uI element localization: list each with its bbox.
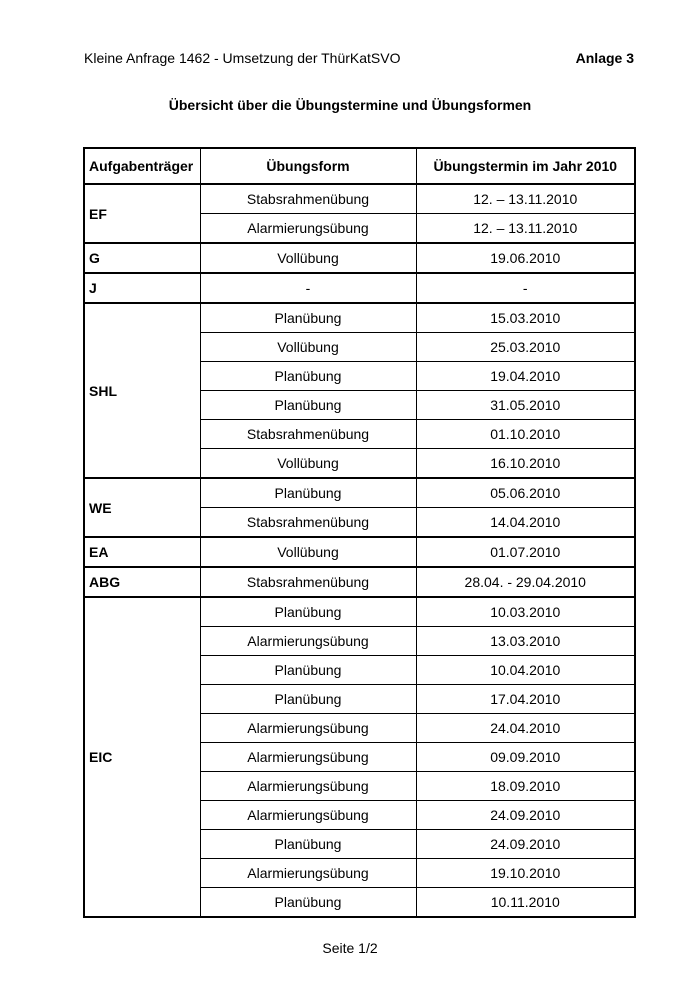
table-row [84, 243, 635, 273]
exercise-form-cell: Planübung [200, 391, 416, 420]
exercise-date-cell: 28.04. - 29.04.2010 [416, 567, 635, 597]
exercise-date-cell: 01.07.2010 [416, 537, 635, 567]
exercise-date-cell: 24.04.2010 [416, 714, 635, 743]
exercise-date-cell: 10.04.2010 [416, 656, 635, 685]
exercise-schedule-table [83, 147, 636, 918]
exercise-form-cell: Alarmierungsübung [200, 772, 416, 801]
exercise-form-cell: Planübung [200, 303, 416, 333]
exercise-form-cell: Alarmierungsübung [200, 801, 416, 830]
exercise-form-cell: Planübung [200, 478, 416, 508]
column-header-exercise-date: Übungstermin im Jahr 2010 [416, 148, 635, 184]
page-title: Übersicht über die Übungstermine und Übungsformen [168, 97, 532, 113]
table-row [84, 537, 635, 567]
exercise-date-cell: 19.06.2010 [416, 243, 635, 273]
owner-cell: SHL [84, 303, 200, 478]
exercise-date-cell: 24.09.2010 [416, 830, 635, 859]
exercise-form-cell: Alarmierungsübung [200, 743, 416, 772]
column-header-owner: Aufgabenträger [84, 148, 200, 184]
exercise-form-cell: Planübung [200, 362, 416, 391]
exercise-date-cell: 01.10.2010 [416, 420, 635, 449]
table-row [84, 567, 635, 597]
owner-cell: EF [84, 184, 200, 243]
table-row [84, 478, 635, 508]
exercise-form-cell: - [200, 273, 416, 303]
header-document-reference: Kleine Anfrage 1462 - Umsetzung der ThürKatSVO [84, 50, 401, 66]
exercise-form-cell: Stabsrahmenübung [200, 567, 416, 597]
page-number: Seite 1/2 [322, 940, 378, 956]
exercise-date-cell: 25.03.2010 [416, 333, 635, 362]
exercise-form-cell: Vollübung [200, 243, 416, 273]
exercise-form-cell: Vollübung [200, 333, 416, 362]
exercise-form-cell: Planübung [200, 656, 416, 685]
exercise-date-cell: 24.09.2010 [416, 801, 635, 830]
exercise-date-cell: 18.09.2010 [416, 772, 635, 801]
exercise-form-cell: Vollübung [200, 449, 416, 479]
owner-cell: WE [84, 478, 200, 537]
owner-cell: J [84, 273, 200, 303]
table-header-row [84, 148, 635, 184]
exercise-date-cell: 19.10.2010 [416, 859, 635, 888]
exercise-date-cell: - [416, 273, 635, 303]
exercise-form-cell: Alarmierungsübung [200, 627, 416, 656]
exercise-date-cell: 12. – 13.11.2010 [416, 214, 635, 244]
exercise-form-cell: Stabsrahmenübung [200, 184, 416, 214]
table-row [84, 273, 635, 303]
exercise-date-cell: 10.03.2010 [416, 597, 635, 627]
exercise-form-cell: Planübung [200, 597, 416, 627]
exercise-date-cell: 13.03.2010 [416, 627, 635, 656]
column-header-exercise-form: Übungsform [200, 148, 416, 184]
exercise-date-cell: 17.04.2010 [416, 685, 635, 714]
exercise-form-cell: Alarmierungsübung [200, 859, 416, 888]
exercise-date-cell: 12. – 13.11.2010 [416, 184, 635, 214]
exercise-form-cell: Vollübung [200, 537, 416, 567]
owner-cell: EIC [84, 597, 200, 917]
exercise-form-cell: Alarmierungsübung [200, 214, 416, 244]
table-body [84, 184, 635, 917]
exercise-form-cell: Stabsrahmenübung [200, 420, 416, 449]
table-row [84, 184, 635, 214]
exercise-date-cell: 10.11.2010 [416, 888, 635, 918]
exercise-date-cell: 15.03.2010 [416, 303, 635, 333]
exercise-date-cell: 09.09.2010 [416, 743, 635, 772]
exercise-date-cell: 31.05.2010 [416, 391, 635, 420]
owner-cell: G [84, 243, 200, 273]
table-row [84, 597, 635, 627]
table-row [84, 303, 635, 333]
exercise-date-cell: 19.04.2010 [416, 362, 635, 391]
exercise-form-cell: Planübung [200, 830, 416, 859]
exercise-date-cell: 05.06.2010 [416, 478, 635, 508]
exercise-form-cell: Planübung [200, 888, 416, 918]
exercise-form-cell: Stabsrahmenübung [200, 508, 416, 538]
owner-cell: ABG [84, 567, 200, 597]
exercise-form-cell: Planübung [200, 685, 416, 714]
owner-cell: EA [84, 537, 200, 567]
exercise-date-cell: 14.04.2010 [416, 508, 635, 538]
header-attachment-label: Anlage 3 [575, 50, 634, 66]
exercise-date-cell: 16.10.2010 [416, 449, 635, 479]
exercise-form-cell: Alarmierungsübung [200, 714, 416, 743]
